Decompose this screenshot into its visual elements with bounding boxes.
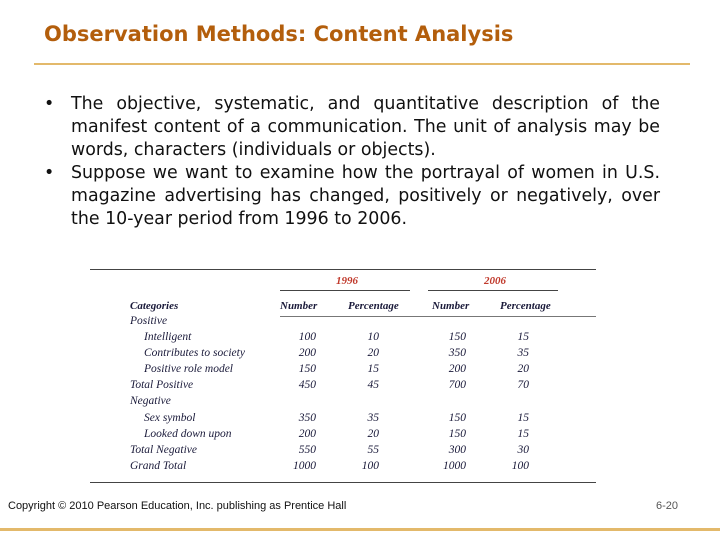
cell-percentage-2006: 35 bbox=[517, 347, 529, 359]
year-heading-1996: 1996 bbox=[336, 275, 358, 287]
table-row bbox=[130, 315, 596, 331]
cell-percentage-1996: 45 bbox=[367, 379, 379, 391]
table-row bbox=[130, 428, 596, 444]
cell-percentage-2006: 15 bbox=[517, 412, 529, 424]
cell-percentage-2006: 15 bbox=[517, 331, 529, 343]
title-divider bbox=[34, 63, 690, 65]
year-underline-2006 bbox=[428, 290, 558, 291]
table-row bbox=[130, 347, 596, 363]
cell-number-1996: 200 bbox=[298, 347, 316, 359]
row-label: Grand Total bbox=[130, 460, 187, 472]
cell-percentage-1996: 55 bbox=[367, 444, 379, 456]
row-label: Total Negative bbox=[130, 444, 197, 456]
table-row bbox=[130, 412, 596, 428]
cell-number-1996: 350 bbox=[298, 412, 316, 424]
cell-number-1996: 200 bbox=[298, 428, 316, 440]
row-label: Positive bbox=[130, 315, 168, 327]
table-row bbox=[130, 460, 596, 476]
row-label: Positive role model bbox=[144, 363, 233, 375]
cell-number-2006: 700 bbox=[448, 379, 466, 391]
cell-number-1996: 150 bbox=[298, 363, 316, 375]
header-categories: Categories bbox=[130, 300, 179, 312]
row-label: Looked down upon bbox=[144, 428, 232, 440]
table-row bbox=[130, 395, 596, 411]
cell-number-2006: 200 bbox=[448, 363, 466, 375]
bullet-item bbox=[44, 162, 660, 231]
table-bottom-rule bbox=[90, 482, 596, 483]
bullet-text: Suppose we want to examine how the portrayal of women in U.S. magazine advertising has changed, positively or negatively, over the 10-year period from 1996 to 2006. bbox=[71, 163, 660, 229]
cell-percentage-1996: 15 bbox=[367, 363, 379, 375]
header-number-1996: Number bbox=[280, 300, 318, 312]
bullet-text: The objective, systematic, and quantitative description of the manifest content of a communication. The unit of analysis may be words, characters (individuals or objects). bbox=[71, 94, 660, 160]
cell-number-1996: 550 bbox=[298, 444, 316, 456]
bullet-glyph: • bbox=[44, 94, 55, 114]
cell-number-1996: 450 bbox=[298, 379, 316, 391]
cell-percentage-1996: 20 bbox=[367, 347, 379, 359]
cell-percentage-2006: 70 bbox=[517, 379, 529, 391]
cell-number-2006: 300 bbox=[448, 444, 466, 456]
header-number-2006: Number bbox=[432, 300, 470, 312]
table-row bbox=[130, 379, 596, 395]
cell-percentage-1996: 35 bbox=[367, 412, 379, 424]
cell-percentage-1996: 100 bbox=[361, 460, 379, 472]
cell-percentage-2006: 100 bbox=[511, 460, 529, 472]
bullet-list bbox=[44, 93, 660, 231]
copyright-footer: Copyright © 2010 Pearson Education, Inc. publishing as Prentice Hall bbox=[8, 500, 347, 512]
slide-title: Observation Methods: Content Analysis bbox=[44, 22, 514, 46]
cell-percentage-2006: 20 bbox=[517, 363, 529, 375]
row-label: Contributes to society bbox=[144, 347, 245, 359]
row-label: Sex symbol bbox=[144, 412, 196, 424]
table-top-rule bbox=[90, 269, 596, 270]
row-label: Negative bbox=[130, 395, 171, 407]
header-percentage-2006: Percentage bbox=[500, 300, 551, 312]
table-row bbox=[130, 331, 596, 347]
year-underline-1996 bbox=[280, 290, 410, 291]
cell-percentage-2006: 30 bbox=[517, 444, 529, 456]
cell-number-2006: 1000 bbox=[443, 460, 466, 472]
bottom-divider bbox=[0, 528, 720, 531]
cell-number-2006: 150 bbox=[448, 331, 466, 343]
cell-number-1996: 1000 bbox=[293, 460, 316, 472]
cell-number-2006: 350 bbox=[448, 347, 466, 359]
cell-percentage-2006: 15 bbox=[517, 428, 529, 440]
content-analysis-table bbox=[90, 263, 596, 485]
row-label: Total Positive bbox=[130, 379, 194, 391]
header-percentage-1996: Percentage bbox=[348, 300, 399, 312]
cell-number-2006: 150 bbox=[448, 412, 466, 424]
bullet-glyph: • bbox=[44, 163, 55, 183]
cell-number-2006: 150 bbox=[448, 428, 466, 440]
page-number: 6-20 bbox=[655, 500, 678, 512]
year-heading-2006: 2006 bbox=[484, 275, 506, 287]
cell-number-1996: 100 bbox=[298, 331, 316, 343]
cell-percentage-1996: 10 bbox=[367, 331, 379, 343]
bullet-item bbox=[44, 93, 660, 162]
table-row bbox=[130, 363, 596, 379]
row-label: Intelligent bbox=[144, 331, 192, 343]
table-row bbox=[130, 444, 596, 460]
cell-percentage-1996: 20 bbox=[367, 428, 379, 440]
